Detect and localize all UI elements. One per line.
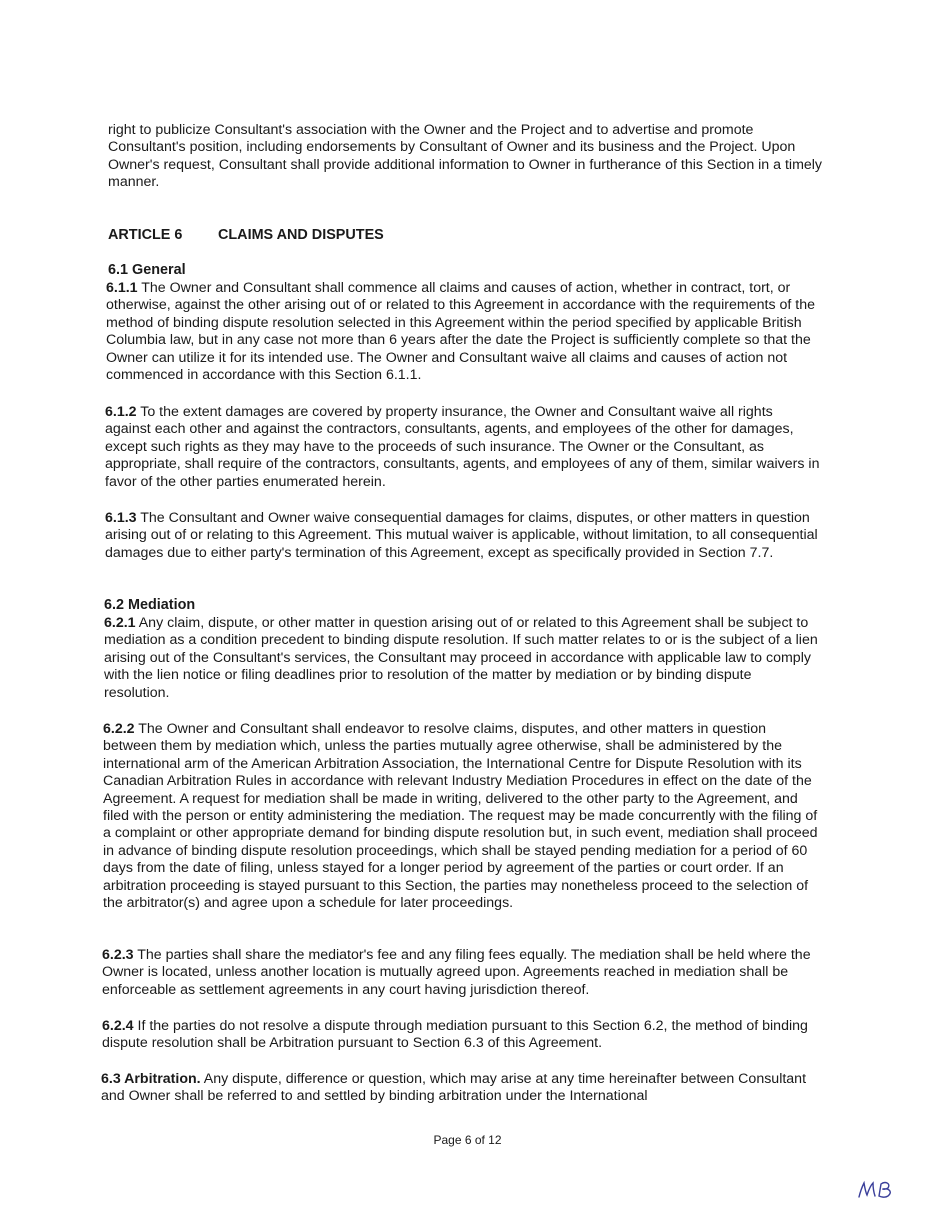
intro-text: right to publicize Consultant's association with the Owner and the Project and to advertise and promote Consultant's position, including endorsements by Consultant of Owner and its business and the Project. Upon Owner's request, Consultant shall provide additional information to Owner in furtherance of this Section in a timely manner. [108,122,823,191]
clause-text: The parties shall share the mediator's fee and any filing fees equally. The mediation shall be held where the Owner is located, unless another location is mutually agreed upon. Agreements reached in mediation shall be enforceable as settlement agreements in any court having jurisdiction thereof. [102,947,811,998]
handwritten-initials [855,1175,915,1203]
clause-text: To the extent damages are covered by property insurance, the Owner and Consultant waive all rights against each other and against the contractors, consultants, agents, and employees of the other for damages, except such rights as they may have to the proceeds of such insurance. The Owner or the Consultant, as appropriate, shall require of the contractors, consultants, agents, and employees of any of them, similar waivers in favor of the other parties enumerated herein. [105,404,820,490]
paragraph-6-1-1 [106,280,821,384]
clause-number: 6.2.4 [102,1018,134,1034]
intro-paragraph [108,122,823,192]
clause-text: The Owner and Consultant shall commence all claims and causes of action, whether in contract, tort, or otherwise, against the other arising out of or related to this Agreement in accordance with the requirements of the method of binding dispute resolution selected in this Agreement within the period specified by applicable British Columbia law, but in any case not more than 6 years after the date the Project is sufficiently complete so that the Owner can utilize it for its intended use. The Owner and Consultant waive all claims and causes of action not commenced in accordance with this Section 6.1.1. [106,280,815,384]
section-6-2-heading: 6.2 Mediation [104,597,196,613]
article-title: CLAIMS AND DISPUTES [218,227,384,243]
clause-number: 6.1.1 [106,280,138,296]
clause-number: 6.2.2 [103,721,135,737]
section-6-1-heading: 6.1 General [108,262,186,278]
clause-text: Any claim, dispute, or other matter in question arising out of or related to this Agreement shall be subject to mediation as a condition precedent to binding dispute resolution. If such matter relates to or is the subject of a lien arising out of the Consultant's services, the Consultant may proceed in accordance with applicable law to comply with the lien notice or filing deadlines prior to resolution of the matter by mediation or by binding dispute resolution. [104,615,818,701]
paragraph-6-2-4 [102,1018,817,1053]
clause-number: 6.1.2 [105,404,137,420]
paragraph-6-1-3 [105,510,820,562]
article-number: ARTICLE 6 [108,227,183,243]
paragraph-6-3 [101,1071,816,1106]
clause-text: If the parties do not resolve a dispute through mediation pursuant to this Section 6.2, the method of binding dispute resolution shall be Arbitration pursuant to Section 6.3 of this Agreement. [102,1018,808,1052]
section-6-3-heading: 6.3 Arbitration. [101,1071,201,1087]
paragraph-6-2-1 [104,615,819,702]
clause-text: Any dispute, difference or question, which may arise at any time hereinafter between Consultant and Owner shall be referred to and settled by binding arbitration under the International [101,1071,807,1105]
page-number: Page 6 of 12 [433,1133,502,1147]
paragraph-6-2-3 [102,947,817,999]
clause-number: 6.2.3 [102,947,134,963]
paragraph-6-1-2 [105,404,820,491]
paragraph-6-2-2 [103,721,818,912]
clause-number: 6.2.1 [104,615,136,631]
article-heading [108,227,384,244]
clause-number: 6.1.3 [105,510,137,526]
clause-text: The Owner and Consultant shall endeavor to resolve claims, disputes, and other matters in question between them by mediation which, unless the parties mutually agree otherwise, shall be administered by the international arm of the American Arbitration Association, the International Centre for Dispute Resolution with its Canadian Arbitration Rules in accordance with relevant Industry Mediation Procedures in effect on the date of the Agreement. A request for mediation shall be made in writing, delivered to the other party to the Agreement, and filed with the person or entity administering the mediation. The request may be made concurrently with the filing of a complaint or other appropriate demand for binding dispute resolution but, in such event, mediation shall proceed in advance of binding dispute resolution proceedings, which shall be stayed pending mediation for a period of 60 days from the date of filing, unless stayed for a longer period by agreement of the parties or court order. If an arbitration proceeding is stayed pursuant to this Section, the parties may nonetheless proceed to the selection of the arbitrator(s) and agree upon a schedule for later proceedings. [103,721,818,912]
clause-text: The Consultant and Owner waive consequential damages for claims, disputes, or other matters in question arising out of or relating to this Agreement. This mutual waiver is applicable, without limitation, to all consequential damages due to either party's termination of this Agreement, except as specifically provided in Section 7.7. [105,510,818,561]
